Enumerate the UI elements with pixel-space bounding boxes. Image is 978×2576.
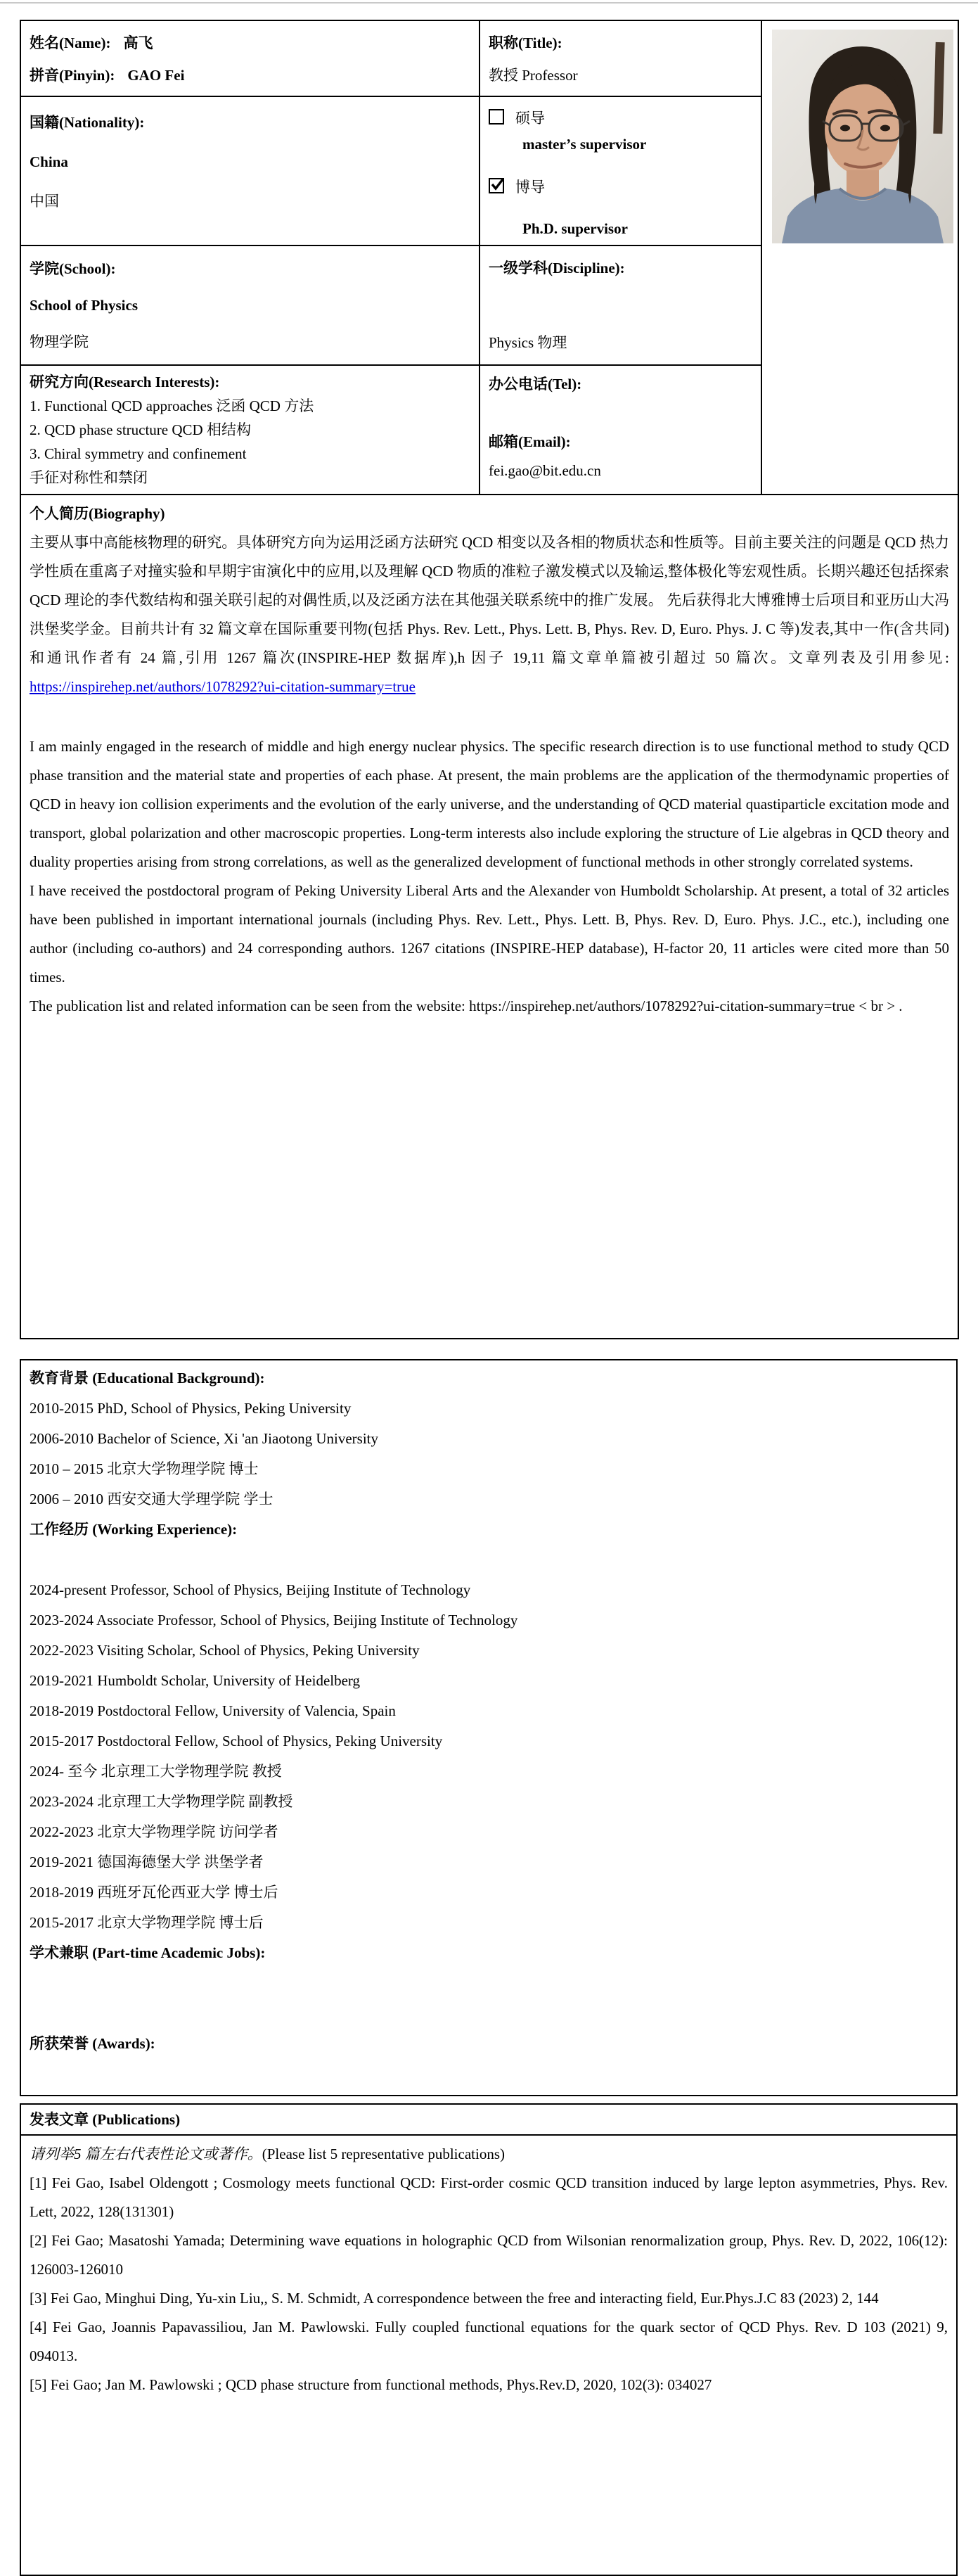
biography-en-paragraph-1: I am mainly engaged in the research of middle and high energy nuclear physics. The specific research direction is to use functional method to study QCD phase transition and the material state and properties of each phase. At present, the main problems are the application of the thermodynamic properties of QCD in heavy ion collision experiments and the evolution of the early universe, and the understanding of QCD material quastiparticle excitation mode and transport, global polarization and other macroscopic properties. Long-term interests also include exploring the structure of Lie algebras in QCD theory and duality properties arising from strong correlations, as well as the generalized development of functional methods in other strongly correlated systems.	[30, 738, 949, 870]
work-item: 2018-2019 Postdoctoral Fellow, University of Valencia, Spain	[30, 1702, 396, 1719]
education-item: 2006-2010 Bachelor of Science, Xi 'an Jiaotong University	[30, 1430, 379, 1447]
publications-intro	[30, 2140, 948, 2169]
biography-link-row	[30, 672, 949, 701]
research-cell	[20, 365, 480, 495]
tel-label: 办公电话(Tel):	[489, 376, 582, 393]
name-label: 姓名(Name):	[30, 34, 111, 51]
publication-item: [1] Fei Gao, Isabel Oldengott ; Cosmology meets functional QCD: First-order cosmic QCD transition induced by large lepton asymmetries, Phys. Rev. Lett, 2022, 128(131301)	[30, 2174, 948, 2220]
name-cell	[20, 20, 480, 96]
phd-supervisor-row	[489, 173, 752, 201]
publications-intro-zh: 请列举5 篇左右代表性论文或著作。	[30, 2145, 262, 2162]
work-item: 2015-2017 北京大学物理学院 博士后	[30, 1914, 264, 1931]
info-table	[20, 20, 959, 1339]
research-item: 1. Functional QCD approaches 泛函 QCD 方法	[30, 397, 314, 414]
spacer	[20, 1339, 958, 1359]
pinyin-row	[30, 59, 470, 91]
spacer	[30, 1968, 948, 2029]
work-item: 2019-2021 Humboldt Scholar, University of Heidelberg	[30, 1672, 361, 1689]
awards-header: 所获荣誉 (Awards):	[30, 2035, 155, 2052]
phd-supervisor-checkbox-checked-icon[interactable]	[489, 178, 504, 193]
biography-cell	[20, 495, 958, 1339]
nationality-cell	[20, 96, 480, 246]
education-item: 2010-2015 PhD, School of Physics, Peking University	[30, 1400, 352, 1417]
work-header: 工作经历 (Working Experience):	[30, 1521, 238, 1538]
publications-header-cell	[20, 2104, 957, 2135]
name-row	[30, 27, 470, 59]
school-en: School of Physics	[30, 297, 139, 314]
publication-item: [5] Fei Gao; Jan M. Pawlowski ; QCD phase structure from functional methods, Phys.Rev.D, 2020, 102(3): 034027	[30, 2376, 712, 2393]
work-item: 2023-2024 Associate Professor, School of Physics, Beijing Institute of Technology	[30, 1612, 518, 1628]
publications-intro-en: (Please list 5 representative publications)	[262, 2145, 505, 2162]
portrait-photo	[772, 30, 953, 243]
research-item: 3. Chiral symmetry and confinement	[30, 445, 247, 462]
biography-zh-paragraph: 主要从事中高能核物理的研究。具体研究方向为运用泛函方法研究 QCD 相变以及各相的物质状态和性质等。目前主要关注的问题是 QCD 热力学性质在重离子对撞实验和早期宇宙演化中的应用,以及理解 QCD 物质的准粒子激发模式以及输运,整体极化等宏观性质。长期兴趣还包括探索 QCD 理论的李代数结构和强关联引起的对偶性质,以及泛函方法在其他强关联系统中的推广发展。 先后获得北大博雅博士后项目和亚历山大冯洪堡奖学金。目前共计有 32 篇文章在国际重要刊物(包括 Phys. Rev. Lett., Phys. Lett. B, Phys. Rev. D, Euro. Phys. J. C 等)发表,其中一作(含共同)和通讯作者有 24 篇,引用 1267 篇次(INSPIRE-HEP 数据库),h 因子 19,11 篇文章单篇被引超过 50 篇次。文章列表及引用参见:	[30, 534, 949, 666]
phd-supervisor-zh: 博导	[515, 179, 545, 196]
discipline-label: 一级学科(Discipline):	[489, 260, 625, 276]
publications-header: 发表文章 (Publications)	[30, 2111, 181, 2128]
phd-supervisor-en: Ph.D. supervisor	[522, 220, 628, 237]
spacer	[489, 156, 752, 173]
spacer	[489, 201, 752, 217]
nationality-label: 国籍(Nationality):	[30, 114, 145, 131]
work-item: 2022-2023 Visiting Scholar, School of Physics, Peking University	[30, 1642, 420, 1659]
title-value: 教授 Professor	[489, 67, 578, 84]
photo-eye-left	[840, 125, 850, 132]
publications-cell	[20, 2135, 957, 2575]
work-item: 2024- 至今 北京理工大学物理学院 教授	[30, 1763, 282, 1780]
education-item: 2006 – 2010 西安交通大学理学院 学士	[30, 1491, 274, 1507]
school-zh: 物理学院	[30, 333, 89, 350]
spacer	[20, 2096, 958, 2103]
background-table	[20, 1359, 958, 2096]
research-label: 研究方向(Research Interests):	[30, 374, 220, 390]
master-supervisor-row	[489, 104, 752, 132]
research-item: 手征对称性和禁闭	[30, 469, 148, 486]
research-item: 2. QCD phase structure QCD 相结构	[30, 421, 251, 438]
biography-header: 个人简历(Biography)	[30, 505, 165, 522]
master-supervisor-checkbox-unchecked-icon[interactable]	[489, 109, 504, 125]
nationality-zh: 中国	[30, 193, 59, 210]
spacer	[30, 1545, 948, 1575]
work-item: 2019-2021 德国海德堡大学 洪堡学者	[30, 1854, 264, 1870]
photo-eye-right	[880, 125, 890, 132]
work-item: 2022-2023 北京大学物理学院 访问学者	[30, 1823, 278, 1840]
discipline-value: Physics 物理	[489, 334, 567, 351]
inspirehep-link[interactable]: https://inspirehep.net/authors/1078292?ui-citation-summary=true	[30, 678, 416, 695]
spacer	[489, 399, 752, 428]
title-cell	[480, 20, 761, 96]
supervisor-cell	[480, 96, 761, 246]
spacer	[489, 286, 752, 325]
name-value: 高飞	[123, 34, 153, 51]
work-item: 2018-2019 西班牙瓦伦西亚大学 博士后	[30, 1884, 278, 1901]
publication-item: [2] Fei Gao; Masatoshi Yamada; Determining wave equations in holographic QCD from Wilsonian renormalization group, Phys. Rev. D, 2022, 106(12): 126003-126010	[30, 2232, 948, 2278]
biography-en-paragraph-2: I have received the postdoctoral program of Peking University Liberal Arts and the Alexander von Humboldt Scholarship. At present, a total of 32 articles have been published in important international journals (including Phys. Rev. Lett., Phys. Lett. B, Phys. Rev. D, Euro. Phys. J.C., etc.), including one author (including co-authors) and 24 corresponding authors. 1267 citations (INSPIRE-HEP database), H-factor 20, 11 articles were cited more than 50 times.	[30, 882, 949, 986]
pinyin-value: GAO Fei	[127, 67, 185, 84]
school-label: 学院(School):	[30, 260, 116, 277]
publication-item: [4] Fei Gao, Joannis Papavassiliou, Jan M. Pawlowski. Fully coupled functional equations for the quark sector of QCD Phys. Rev. D 103 (2021) 9, 094013.	[30, 2319, 948, 2364]
master-supervisor-en: master’s supervisor	[522, 136, 647, 153]
nationality-en: China	[30, 153, 68, 170]
parttime-header: 学术兼职 (Part-time Academic Jobs):	[30, 1944, 266, 1961]
cv-document	[20, 20, 958, 2576]
photo-cell	[761, 20, 958, 495]
discipline-cell	[480, 246, 761, 365]
master-supervisor-zh: 硕导	[515, 110, 545, 127]
page-top-edge	[0, 2, 978, 4]
publication-item: [3] Fei Gao, Minghui Ding, Yu-xin Liu,, S. M. Schmidt, A correspondence between the free and interacting field, Eur.Phys.J.C 83 (2023) 2, 144	[30, 2290, 879, 2307]
background-cell	[20, 1360, 957, 2096]
email-value: fei.gao@bit.edu.cn	[489, 462, 601, 479]
work-item: 2023-2024 北京理工大学物理学院 副教授	[30, 1793, 293, 1810]
email-label: 邮箱(Email):	[489, 433, 571, 450]
biography-en-paragraph-3: The publication list and related information can be seen from the website: https://inspirehep.net/authors/1078292?ui-citation-summary=true < br > .	[30, 997, 903, 1014]
education-item: 2010 – 2015 北京大学物理学院 博士	[30, 1460, 259, 1477]
pinyin-label: 拼音(Pinyin):	[30, 67, 115, 84]
contact-cell	[480, 365, 761, 495]
title-label: 职称(Title):	[489, 34, 562, 51]
work-item: 2024-present Professor, School of Physics, Beijing Institute of Technology	[30, 1581, 471, 1598]
work-item: 2015-2017 Postdoctoral Fellow, School of Physics, Peking University	[30, 1733, 443, 1749]
education-header: 教育背景 (Educational Background):	[30, 1370, 265, 1386]
school-cell	[20, 246, 480, 365]
publications-table	[20, 2103, 958, 2576]
